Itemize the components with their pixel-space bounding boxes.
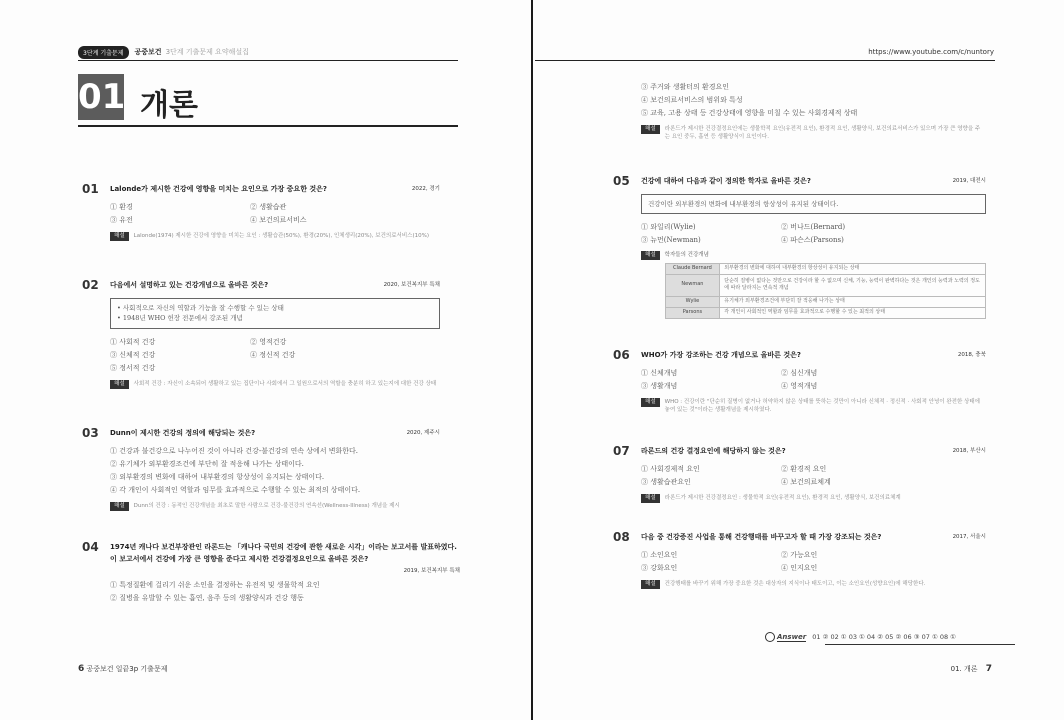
answer-label: Answer <box>777 632 807 641</box>
option[interactable]: ④ 보건의료서비스의 범위와 특성 <box>641 96 743 104</box>
option[interactable]: ① 사회적 건강 <box>110 337 156 346</box>
table-key: Wylie <box>665 296 720 307</box>
question-4 <box>82 540 460 603</box>
option[interactable]: ③ 생활개념 <box>641 382 678 390</box>
question-7 <box>613 444 986 503</box>
option[interactable]: ① 소인요인 <box>641 551 678 559</box>
answer-rule <box>825 644 1015 645</box>
option[interactable]: ② 유기체가 외부환경조건에 부단히 잘 적응해 나가는 상태이다. <box>110 460 304 468</box>
explanation-text: Lalonde(1974) 제시한 건강에 영향을 미치는 요인 : 생활습관(50%), 환경(20%), 인체생리(20%), 보건의료서비스(10%) <box>133 233 429 239</box>
table-row <box>665 263 985 274</box>
answer-icon <box>765 632 775 642</box>
options <box>641 82 981 118</box>
table-value: 각 개인이 사회적인 역할과 임무를 효과적으로 수행할 수 있는 최적의 상태 <box>720 307 986 318</box>
option[interactable]: ④ 인지요인 <box>781 564 818 572</box>
explanation-body <box>665 251 986 318</box>
question-source: 2017, 서울시 <box>952 534 986 540</box>
option[interactable]: ③ 강화요인 <box>641 564 678 572</box>
answer-key <box>765 632 956 642</box>
table-title: 학자들의 건강개념 <box>664 252 709 259</box>
explanation <box>641 494 986 503</box>
option[interactable]: ⑤ 정서적 건강 <box>110 363 156 372</box>
box-line: • 사회적으로 자신의 역할과 기능을 잘 수행할 수 있는 상태 <box>117 304 284 312</box>
table-key: Claude Bernard <box>665 263 720 274</box>
explanation-text: 사회적 건강 : 자신이 소속되어 생활하고 있는 집단이나 사회에서 그 일원으로서의 역할을 충분히 하고 있는지에 대한 건강 상태 <box>133 380 437 387</box>
question-number: 04 <box>82 540 99 554</box>
option[interactable]: ② 질병을 유발할 수 있는 흡연, 음주 등의 생활양식과 건강 행동 <box>110 593 304 602</box>
explanation <box>110 380 440 389</box>
question-source: 2020, 제주시 <box>406 430 440 436</box>
book-title: 공중보건 일끝3p 기출문제 <box>86 665 168 673</box>
question-number: 01 <box>82 182 99 196</box>
option[interactable]: ④ 정신적 건강 <box>250 350 296 359</box>
option[interactable]: ③ 외부환경의 변화에 대하여 내부환경의 항상성이 유지되는 상태이다. <box>110 473 325 481</box>
header-rule <box>78 60 458 61</box>
header-tag: 3단계 기출문제 <box>78 46 129 59</box>
right-footer <box>951 664 992 674</box>
explanation-tag: 해설 <box>110 502 129 511</box>
question-source: 2020, 보건복지부 특채 <box>383 282 440 288</box>
explanation-text: WHO : 건강이란 "단순히 질병이 없거나 허약하지 않은 상태를 뜻하는 것만이 아니라 신체적 · 정신적 · 사회적 안녕이 완전한 상태에 놓여 있는 것"이라는 생활개념을 제시하였다. <box>664 399 980 414</box>
question-text: 1974년 캐나다 보건부장관인 라론드는 「캐나다 국민의 건강에 관한 새로운 시각」이라는 보고서를 발표하였다. 이 보고서에서 건강에 가장 큰 영향을 준다고 제시한 건강결정요인으로 올바른 것은? <box>110 543 457 563</box>
option[interactable]: ① 신체개념 <box>641 369 678 377</box>
question-6 <box>613 348 986 415</box>
explanation <box>641 125 981 142</box>
theorists-table <box>665 263 986 319</box>
question-text: Dunn이 제시한 건강의 정의에 해당되는 것은? <box>110 429 256 437</box>
explanation-tag: 해설 <box>110 380 129 389</box>
options <box>641 550 921 573</box>
header-url[interactable]: https://www.youtube.com/c/nuntory <box>868 48 994 56</box>
explanation-tag: 해설 <box>641 398 660 407</box>
question-5 <box>613 174 986 319</box>
question-number: 05 <box>613 174 630 188</box>
option[interactable]: ④ 파슨스(Parsons) <box>781 236 844 245</box>
option[interactable]: ② 심신개념 <box>781 369 818 377</box>
explanation <box>641 251 986 318</box>
explanation-text: 건강행태를 바꾸기 위해 가장 중요한 것은 대상자의 지식이나 태도이고, 이는 소인요인(성향요인)에 해당한다. <box>664 581 926 587</box>
options <box>641 464 921 487</box>
option[interactable]: ② 버나드(Bernard) <box>781 223 846 232</box>
header-title: 공중보건 <box>134 48 162 56</box>
option[interactable]: ⑤ 교육, 고용 상태 등 건강상태에 영향을 미칠 수 있는 사회경제적 상태 <box>641 109 858 117</box>
question-text: WHO가 가장 강조하는 건강 개념으로 올바른 것은? <box>641 351 801 359</box>
option[interactable]: ③ 뉴먼(Newman) <box>641 236 701 245</box>
option[interactable]: ④ 각 개인이 사회적인 역할과 임무를 효과적으로 수행할 수 있는 최적의 상태이다. <box>110 486 361 494</box>
box-line: 건강이란 외부환경의 변화에 내부환경의 항상성이 유지된 상태이다. <box>648 200 839 208</box>
question-source: 2018, 부산시 <box>952 448 986 454</box>
explanation-tag: 해설 <box>641 125 660 134</box>
box-line: • 1948년 WHO 헌장 전문에서 강조된 개념 <box>117 314 243 323</box>
option[interactable]: ① 와일리(Wylie) <box>641 223 696 232</box>
question-box <box>110 298 440 329</box>
table-row <box>665 274 985 296</box>
table-key: Newman <box>665 274 720 296</box>
question-source: 2018, 충북 <box>957 352 986 358</box>
option[interactable]: ③ 유전 <box>110 216 133 224</box>
table-row <box>665 296 985 307</box>
page-number: 6 <box>78 664 85 674</box>
answer-items: 01 ② 02 ① 03 ① 04 ② 05 ② 06 ③ 07 ① 08 ① <box>812 633 957 641</box>
question-4-continued <box>641 82 981 142</box>
option[interactable]: ④ 보건의료체계 <box>781 478 831 486</box>
question-text: 다음 중 건강증진 사업을 통해 건강행태를 바꾸고자 할 때 가장 강조되는 것은? <box>641 533 882 541</box>
question-source: 2022, 경기 <box>411 186 440 192</box>
question-source: 2019, 대전시 <box>952 178 986 184</box>
table-row <box>665 307 985 318</box>
header-rule <box>535 60 995 61</box>
option[interactable]: ① 건강과 불건강으로 나누어진 것이 아니라 건강-불건강의 연속 상에서 변화한다. <box>110 447 358 455</box>
explanation-text: Dunn의 건강 : 동적인 건강개념을 최초로 말한 사람으로 건강-불건강의 연속선(Wellness-Illness) 개념을 제시 <box>133 503 400 509</box>
question-2 <box>82 278 440 389</box>
explanation-text: 라론드가 제시한 건강결정요인에는 생물학적 요인(유전적 요인), 환경적 요인, 생활양식, 보건의료서비스가 있으며 가장 큰 영향을 주는 요인 중두, 흡연 등 생활양식이 요인이다. <box>664 126 981 141</box>
question-text: Lalonde가 제시한 건강에 영향을 미치는 요인으로 가장 중요한 것은? <box>110 185 327 193</box>
option[interactable]: ③ 신체적 건강 <box>110 350 156 359</box>
option[interactable]: ④ 보건의료서비스 <box>250 216 307 224</box>
question-text: 다음에서 설명하고 있는 건강개념으로 올바른 것은? <box>110 281 269 289</box>
option[interactable]: ③ 생활습관요인 <box>641 478 691 486</box>
options <box>641 222 921 245</box>
question-1 <box>82 182 440 241</box>
right-page <box>533 0 1064 720</box>
question-8 <box>613 530 986 589</box>
question-number: 06 <box>613 348 630 362</box>
options <box>110 337 390 373</box>
question-text: 라론드의 건강 결정요인에 해당하지 않는 것은? <box>641 447 786 455</box>
explanation-text: 라론드가 제시한 건강결정요인 : 생물학적 요인(유전적 요인), 환경적 요인, 생활양식, 보건의료체계 <box>664 495 901 501</box>
chapter-label: 01. 개론 <box>950 665 978 673</box>
header-subtitle: 3단계 기출문제 요약해설집 <box>165 48 249 56</box>
option[interactable]: ② 생활습관 <box>250 203 287 211</box>
table-value: 단순히 질병이 없다는 것만으로 건강이라 할 수 없으며 신체, 기능, 능력이 완벽하다는 것은 개인의 능력과 노력의 정도에 따라 달라지는 연속적 개념 <box>720 274 986 296</box>
question-number: 08 <box>613 530 630 544</box>
question-number: 03 <box>82 426 99 440</box>
option[interactable]: ② 환경적 요인 <box>781 465 827 473</box>
table-value: 외부환경의 변화에 대하여 내부환경의 항상성이 유지되는 상태 <box>720 263 986 274</box>
question-3 <box>82 426 440 511</box>
options <box>110 580 460 603</box>
explanation-tag: 해설 <box>641 494 660 503</box>
explanation <box>110 502 440 511</box>
explanation <box>641 398 986 415</box>
page-number: 7 <box>985 664 992 674</box>
option[interactable]: ③ 주거와 생활터의 환경요인 <box>641 83 730 91</box>
explanation-tag: 해설 <box>110 232 129 241</box>
chapter-number: 01 <box>78 74 124 120</box>
explanation-tag: 해설 <box>641 251 660 260</box>
option[interactable]: ② 가능요인 <box>781 551 818 559</box>
left-footer <box>78 664 167 674</box>
option[interactable]: ④ 영적개념 <box>781 382 818 390</box>
page-header <box>78 44 249 60</box>
options <box>641 368 921 391</box>
option[interactable]: ② 영적건강 <box>250 337 287 346</box>
chapter-rule <box>78 125 458 127</box>
chapter-title: 개론 <box>140 88 198 123</box>
option[interactable]: ① 특정질환에 걸리기 쉬운 소인을 결정하는 유전적 및 생물학적 요인 <box>110 580 320 589</box>
table-value: 유기체가 외부환경조건에 부단히 잘 적응해 나가는 상태 <box>720 296 986 307</box>
explanation-tag: 해설 <box>641 580 660 589</box>
explanation <box>641 580 986 589</box>
question-box <box>641 194 986 214</box>
option[interactable]: ① 사회경제적 요인 <box>641 465 700 473</box>
options <box>110 446 440 495</box>
explanation <box>110 232 440 241</box>
options <box>110 202 390 225</box>
option[interactable]: ① 환경 <box>110 203 133 211</box>
question-number: 07 <box>613 444 630 458</box>
question-number: 02 <box>82 278 99 292</box>
table-key: Parsons <box>665 307 720 318</box>
question-source: 2019, 보건복지부 특채 <box>403 567 460 574</box>
question-text: 건강에 대하여 다음과 같이 정의한 학자로 올바른 것은? <box>641 177 811 185</box>
